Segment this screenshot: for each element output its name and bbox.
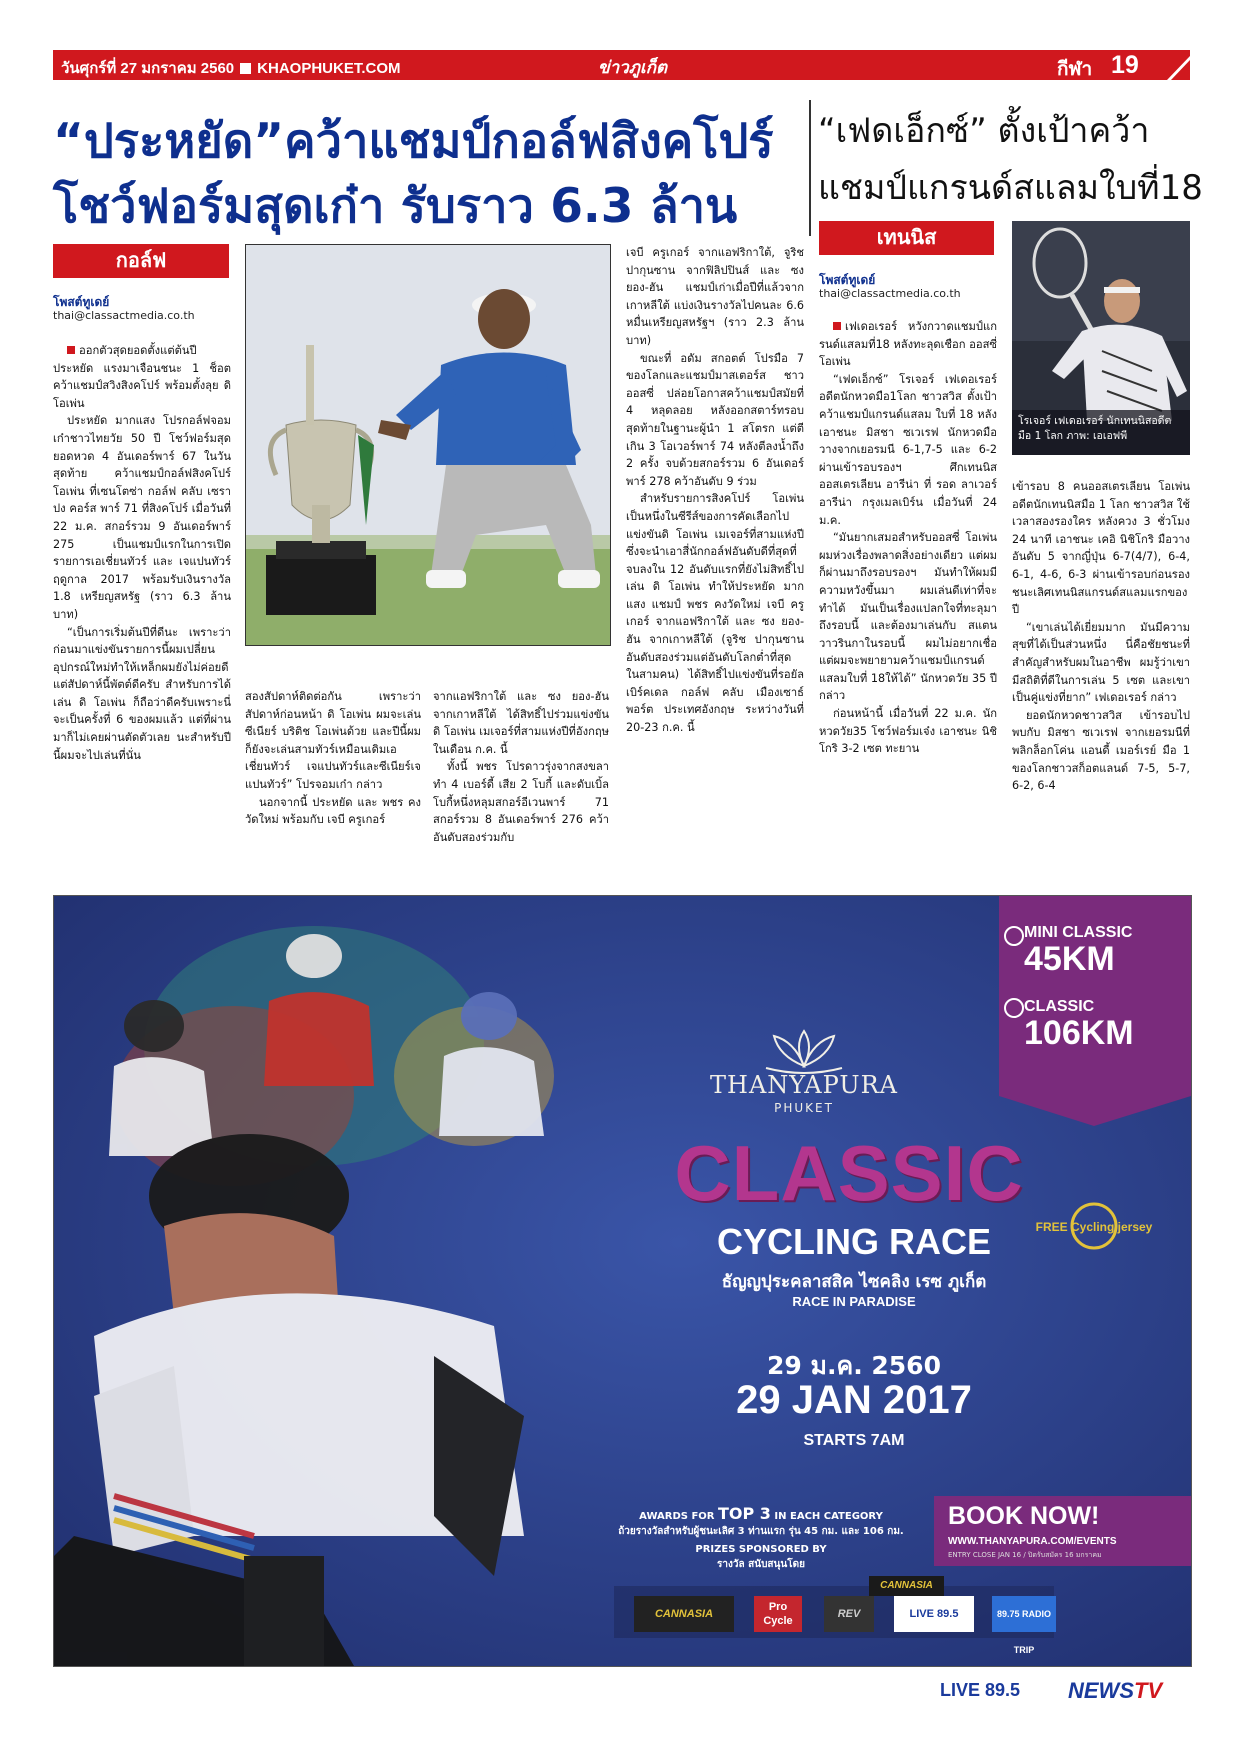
golf-byline: โพสต์ทูเดย์: [53, 295, 110, 309]
race-start-time: STARTS 7AM: [803, 1432, 905, 1449]
book-now-button[interactable]: BOOK NOW!: [948, 1502, 1100, 1530]
ad-title: CLASSIC: [674, 1129, 1024, 1217]
newstv-news: NEWS: [1068, 1678, 1134, 1703]
article-paragraph: จากแอฟริกาใต้ และ ซง ยอง-ฮัน จากเกาหลีใต้ ได้สิทธิ์ไปร่วมแข่งขันดิ โอเพ่น เมเจอร์ที่สามแห่งปีที่อังกฤษ ในเดือน ก.ค. นี้: [433, 690, 609, 756]
sponsor-logo-procycle: Pro Cycle: [754, 1596, 802, 1632]
article-paragraph: ประหยัด มากแสง โปรกอล์ฟจอมเก๋าชาวไทยวัย 50 ปี โชว์ฟอร์มสุดยอดหวด 4 อันเดอร์พาร์ 67 ในวันสุดท้าย คว้าแชมป์กอล์ฟสิงคโปร์ โอเพ่น ที่เซนโตซ่า กอล์ฟ คลับ เซราปง คอร์ส พาร์ 71 ที่สิงคโปร์ เมื่อวันที่ 22 ม.ค. สกอร์รวม 9 อันเดอร์พาร์ 275 เป็นแชมป์แรกในการเปิดรายการเอเชี่ยนทัวร์ และ เจแปนทัวร์ฤดูกาล 2017 พร้อมรับเงินรางวัล 1.8 เหรียญสหรัฐ (ราว 6.3 ล้านบาท): [53, 414, 231, 621]
header-site[interactable]: KHAOPHUKET.COM: [257, 60, 401, 77]
golf-headline-line2: โชว์ฟอร์มสุดเก๋า รับราว 6.3 ล้าน: [53, 179, 738, 234]
book-now-panel[interactable]: [934, 1496, 1191, 1566]
classic-distance: 106KM: [1024, 1014, 1134, 1052]
awards-prefix: AWARDS FOR: [639, 1511, 715, 1522]
masthead-logo: ข่าวภูเก็ต: [598, 58, 668, 77]
tennis-section-tag: เทนนิส: [819, 221, 994, 255]
awards-line-1: [571, 1506, 951, 1524]
golf-headline-line1: “ประหยัด”คว้าแชมป์กอล์ฟสิงคโปร์: [53, 114, 774, 169]
article-paragraph: “เขาเล่นได้เยี่ยมมาก มันมีความสุขที่ได้เป็นส่วนหนึ่ง นี่คือชัยชนะที่สำคัญสำหรับผมในอาชีพ ผมรู้ว่าเขามีสถิติที่ดีในการเล่น 5 เซต และเขาเป็นคู่แข่งที่ยาก” เฟเดอเรอร์ กล่าว: [1012, 620, 1190, 705]
column-divider: [809, 100, 811, 236]
book-url-link[interactable]: WWW.THANYAPURA.COM/EVENTS: [948, 1536, 1117, 1547]
golf-section-tag: กอล์ฟ: [53, 244, 229, 278]
tennis-byline: โพสต์ทูเดย์: [819, 273, 876, 287]
federer-photo-caption: โรเจอร์ เฟเดอเรอร์ นักเทนนิสอดีตมือ 1 โลก ภาพ: เอเอฟพี: [1012, 410, 1190, 455]
prizes-line-2: รางวัล สนับสนุนโดย: [717, 1559, 805, 1570]
newstv-tv: TV: [1134, 1678, 1163, 1703]
article-paragraph: เจบี ครูเกอร์ จากแอฟริกาใต้, จูริช ปากุนซาน จากฟิลิปปินส์ และ ซง ยอง-ฮัน แชมป์เก่าเมื่อปีที่แล้วจากเกาหลีใต้ แบ่งเงินรางวัลไปคนละ 6.6 หมื่นเหรียญสหรัฐฯ (ราว 2.3 ล้านบาท): [626, 246, 804, 347]
awards-info: [571, 1506, 951, 1572]
awards-line-2: ถ้วยรางวัลสำหรับผู้ชนะเลิศ 3 ท่านแรก รุ่น 45 กม. และ 106 กม.: [618, 1526, 904, 1537]
article-paragraph: สองสัปดาห์ติดต่อกัน เพราะว่าสัปดาห์ก่อนหน้า ดิ โอเพ่น ผมจะเล่นซีเนียร์ บริติช โอเพ่นด้วย และปีนี้ผมก็ยังจะเล่นสามทัวร์เหมือนเดิมเอเชี่ยนทัวร์ เจแปนทัวร์และซีเนียร์เจแปนทัวร์” โปรจอมเก๋า กล่าว: [245, 690, 421, 791]
awards-suffix: IN EACH CATEGORY: [774, 1511, 883, 1522]
golf-column-3: [433, 688, 609, 868]
golf-column-2: [245, 688, 421, 868]
mini-classic-label: MINI CLASSIC: [1024, 924, 1133, 941]
free-badge-text: FREE Cycling jersey: [1035, 1220, 1153, 1234]
article-paragraph: เข้ารอบ 8 คนออสเตรเลียน โอเพ่น อดีตนักเทนนิสมือ 1 โลก ชาวสวิส ใช้เวลาสองรองใคร หลังควง 3 ชั่วโมง 24 นาที เอาชนะ เคอิ นิชิโกริ มือวางอันดับ 5 จากญี่ปุ่น 6-7(4/7), 6-4, 6-1, 4-6, 6-3 ผ่านเข้ารอบก่อนรองชนะเลิศเทนนิสแกรนด์สแลมแรกของปี: [1012, 480, 1190, 617]
ad-thai-title: ธัญญปุระคลาสสิค ไซคลิง เรซ ภูเก็ต: [721, 1272, 987, 1292]
paragraph-text: เฟเดอเรอร์ หวังกวาดแชมป์แกรนด์แสลมที่18 หลังทะลุดเชือก ออสซี่โอเพ่น: [819, 320, 997, 369]
article-paragraph: ยอดนักหวดชาวสวิส เข้ารอบไปพบกับ มิสชา ซเวเรฟ จากเยอรมนีที่พลิกล็อกโค่น แอนดี้ เมอร์เรย์ มือ 1 ของโลกชาวสก็อตแลนด์ 7-5, 5-7, 6-2, 6-4: [1012, 708, 1190, 793]
header-date: วันศุกร์ที่ 27 มกราคม 2560: [61, 60, 235, 77]
article-paragraph: สำหรับรายการสิงคโปร์ โอเพ่น เป็นหนึ่งในซีรีส์ของการคัดเลือกไปแข่งขันดิ โอเพ่น เมเจอร์ที่สามแห่งปี ซึ่งจะนำเอาสี่นักกอล์ฟอันดับดีที่สุดที่จบลงใน 12 อันดับแรกที่ยังไม่สิทธิ์ไปเล่น ดิ โอเพ่น ทำให้ประหยัด มากแสง แชมป์ พชร คงวัดใหม่ เจบี ครูเกอร์ จากแอฟริกาใต้ และ ซง ยอง-ฮัน จากเกาหลีใต้ (จูริช ปากุนซาน อันดับสองร่วมแต่อันดับโลกต่ำที่สุดในสามคน) ได้สิทธิ์ไปแข่งขันที่รอยัล เบิร์คเดล กอล์ฟ คลับ เมืองเซาธ์พอร์ต ประเทศอังกฤษ ระหว่างวันที่ 20-23 ก.ค. นี้: [626, 492, 804, 735]
article-paragraph: ขณะที่ อดัม สกอตต์ โปรมือ 7 ของโลกและแชมป์มาสเตอร์ส ชาวออสซี่ ปล่อยโอกาสคว้าแชมป์สมัยที่ 4 หลุดลอย หลังออกสตาร์ทรอบสุดท้ายในฐานะผู้นำ 1 สโตรก แต่ตีเกิน 3 โอเวอร์พาร์ 74 หลังตีลงน้ำถึง 2 ครั้ง จบด้วยสกอร์รวม 6 อันเดอร์พาร์ 278 คว้าอันดับ 9 ร่วม: [626, 351, 804, 488]
prizes-line-1: PRIZES SPONSORED BY: [695, 1544, 827, 1555]
article-paragraph: นอกจากนี้ ประหยัด และ พชร คงวัดใหม่ พร้อมกับ เจบี ครูเกอร์: [245, 795, 421, 827]
separator-square-icon: [240, 63, 251, 74]
golf-column-4: [626, 244, 804, 868]
article-paragraph: ทั้งนี้ พชร โปรดาวรุ่งจากสงขลา ทำ 4 เบอร์ดี้ เสีย 2 โบกี้ และดับเบิ้ลโบกี้หนึ่งหลุมสกอร์อีเวนพาร์ 71 สกอร์รวม 8 อันเดอร์พาร์ 276 คว้าอันดับสองร่วมกับ: [433, 760, 609, 844]
sponsor-logo-rev: REV: [824, 1596, 874, 1632]
cycling-race-ad[interactable]: [53, 895, 1192, 1667]
sponsor-logo-radiotrip: 89.75 RADIO TRIP: [992, 1596, 1056, 1632]
ad-subtitle: CYCLING RACE: [716, 1221, 991, 1262]
tennis-column-1: [819, 318, 997, 866]
tennis-column-2: [1012, 478, 1190, 866]
sponsor-logo-cannasia: CANNASIA: [634, 1596, 734, 1632]
tennis-headline-line1: “เฟดเอ็กซ์” ตั้งเป้าคว้า: [818, 111, 1150, 151]
bullet-icon: [833, 322, 841, 330]
tennis-headline-line2: แชมป์แกรนด์สแลมใบที่18: [818, 168, 1203, 208]
brand-location: PHUKET: [774, 1101, 834, 1115]
article-paragraph: ก่อนหน้านี้ เมื่อวันที่ 22 ม.ค. นักหวดวัย35 โชว์ฟอร์มเจ๋ง เอาชนะ นิชิโกริ 3-2 เซต ทะยาน: [819, 707, 997, 756]
corner-mark-icon: [1161, 50, 1190, 80]
race-distances: [994, 896, 1191, 1096]
mini-classic-distance: 45KM: [1024, 940, 1115, 978]
bullet-icon: [67, 346, 75, 354]
paragraph-text: ออกตัวสุดยอดตั้งแต่ต้นปี ประหยัด แรงมาเจือนชนะ 1 ช็อต คว้าแชมป์สวิงสิงคโปร์ พร้อมตั้งลุย ดิ โอเพ่น: [53, 344, 231, 410]
article-paragraph: [819, 318, 997, 371]
classic-label: CLASSIC: [1024, 998, 1095, 1015]
brand-name: THANYAPURA: [710, 1071, 898, 1099]
golf-email[interactable]: thai@classactmedia.co.th: [53, 309, 195, 322]
article-paragraph: “เป็นการเริ่มต้นปีที่ดีนะ เพราะว่าก่อนมาแข่งขันรายการนี้ผมเปลี่ยนอุปกรณ์ใหม่ทำให้เหล็กผมยังไม่ค่อยดี แต่สัปดาห์นี้พัตต์ดีครับ สำหรับการได้เล่น ดิ โอเพ่น ก็ถือว่าดีครับเพราะนี่จะเป็นครั้งที่ 6 ของผมแล้ว แต่ที่ผ่านมาก็ไม่เคยผ่านตัดตัวเลย นะสำหรับปีนี้ผมจะไปเล่นที่นั่น: [53, 625, 231, 762]
footer-live-logo: LIVE 89.5: [940, 1680, 1021, 1700]
article-paragraph: “มันยากเสมอสำหรับออสซี่ โอเพ่น ผมห่วงเรื่องพลาดสิ่งอย่างเดียว แต่ผมก็ผ่านมาถึงรอบรองฯ มันทำให้ผมมีความหวังขึ้นมา ผมเล่นดีเท่าที่จะทำได้ มันเป็นเรื่องแปลกใจที่ทะลุมาถึงรอบนี้ และต้องมาเล่นกับ สแตน วาวรินกาในรอบนี้ ผมไม่อยากเชื่อ แต่ผมจะพยายามคว้าแชมป์แกรนด์แสลมใบที่ 18ให้ได้” นักหวดวัย 35 ปี กล่าว: [819, 531, 997, 703]
golf-column-1: [53, 342, 231, 862]
prize-sponsor-logo: CANNASIA: [869, 1576, 944, 1596]
footer-newstv-logo: [1068, 1678, 1162, 1704]
entry-close-note: ENTRY CLOSE JAN 16 / ปิดรับสมัคร 16 มกราคม: [948, 1551, 1102, 1559]
race-date-english: 29 JAN 2017: [736, 1378, 972, 1422]
section-name: กีฬา: [1057, 59, 1093, 80]
header-dateline: [61, 56, 401, 80]
ad-tagline: RACE IN PARADISE: [792, 1294, 916, 1309]
thanyapura-brand: [654, 1071, 954, 1115]
page-number: 19: [1111, 51, 1139, 79]
race-date-thai: 29 ม.ค. 2560: [767, 1351, 941, 1380]
awards-top3: TOP 3: [717, 1504, 771, 1523]
golf-photo: [245, 244, 611, 646]
tennis-email[interactable]: thai@classactmedia.co.th: [819, 287, 961, 300]
article-paragraph: [53, 342, 231, 412]
article-paragraph: “เฟดเอ็กซ์” โรเจอร์ เฟเดอเรอร์ อดีตนักหวดมือ1โลก ชาวสวิส ตั้งเป้าคว้าแชมป์แกรนด์แสลม ใบที่ 18 หลัง เอาชนะ มิสชา ซเวเรฟ นักหวดมือวางจากเยอรมนี 6-1,7-5 และ 6-2 ผ่านเข้ารอบรองฯ ศึกเทนนิสออสเตรเลียน อารีน่า ที่ รอด ลาเวอร์ อารีน่า กรุงเมลเบิร์น เมื่อวันที่ 24 ม.ค.: [819, 372, 997, 527]
sponsor-logo-live895: LIVE 89.5: [894, 1596, 974, 1632]
header-bar: [53, 50, 1190, 80]
